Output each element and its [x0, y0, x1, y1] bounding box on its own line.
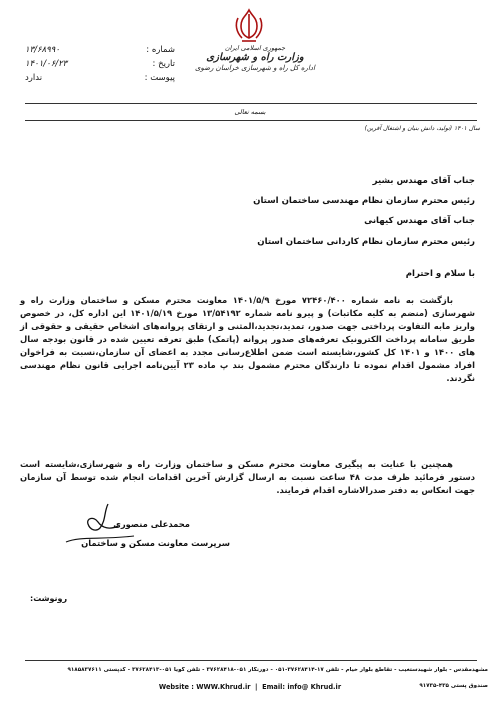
footer-website: Website : WWW.Khrud.ir: [158, 683, 251, 691]
letter-attachment-label: پیوست :: [144, 73, 175, 83]
footer-email: Email: info@ Khrud.ir: [262, 683, 342, 691]
header-divider: [25, 103, 477, 104]
letter-number: ۱۳/۶۸۹۹۰: [25, 45, 60, 55]
iran-emblem-icon: [232, 8, 266, 44]
greeting: با سلام و احترام: [405, 269, 475, 279]
footer-separator: |: [252, 683, 263, 691]
footer-divider: [25, 660, 477, 661]
bismillah: بسمه تعالی: [234, 108, 266, 116]
letter-date: ۱۴۰۱/۰۶/۲۳: [25, 59, 68, 69]
letter-number-label: شماره :: [146, 45, 175, 55]
meta-date-row: [25, 59, 175, 73]
addressee-3: جناب آقای مهندس کیهانی: [364, 216, 475, 226]
signatory-title: سرپرست معاونت مسکن و ساختمان: [81, 538, 230, 548]
paragraph-1: بازگشت به نامه شماره ۷۲۴۶۰/۴۰۰ مورخ ۱۴۰۱/۵/۹ معاونت محترم مسکن و ساختمان وزارت راه و شهرسازی (منضم به کلیه مکاتبات) و پیرو نامه شماره ۱۳/۵۴۱۹۲ مورخ ۱۴۰۱/۵/۱۹ این اداره کل، در خصوص واریز مابه التفاوت پرداختی جهت صدور، تمدید،تجدید،المثنی و ارتقای پروانه‌های اشخاص حقیقی و حقوقی از طریق سامانه پرداخت الکترونیک تعرفه‌های صدور پروانه (پاتمک) طبق تعرفه تعیین شده در قانون بودجه سال های ۱۴۰۰ و ۱۴۰۱ کل کشور،شایسته است ضمن اطلاع‌رسانی مجدد به اعضای آن سازمان،نسبت به فراخوان افراد مشمول اقدام نموده تا دارندگان محترم مشمول بند پ ماده ۲۳ آیین‌نامه اجرایی قانون نظام مهندسی نگردند.: [20, 295, 476, 383]
copies-label: رونوشت:: [30, 594, 68, 603]
meta-number-row: [25, 45, 175, 59]
addressee-1: جناب آقای مهندس بشیر: [372, 176, 475, 186]
signatory-name: محمدعلی منصوری: [113, 519, 190, 529]
letter-meta: [25, 45, 175, 87]
paragraph-2: همچنین با عنایت به پیگیری معاونت محترم مسکن و ساختمان وزارت راه و شهرسازی،شایسته است دستور فرمائید ظرف مدت ۴۸ ساعت نسبت به ارسال گزارش آخرین اقدامات انجام شده توسط آن سازمان جهت انعکاس به دفتر صدرالاشاره اقدام فرمایند.: [20, 459, 475, 495]
meta-attachment-row: [25, 73, 175, 87]
organization-header: [190, 44, 320, 73]
footer-postal-box: صندوق پستی ۴۳۵-۹۱۷۳۵: [419, 683, 488, 689]
addressee-2: رئیس محترم سازمان نظام مهندسی ساختمان استان: [253, 196, 475, 206]
header-divider-2: [25, 120, 477, 121]
org-country: جمهوری اسلامی ایران: [224, 44, 286, 52]
footer-address: مشهدمقدس - بلوار شهیدستغیب - تقاطع بلوار خیام - تلفن ۱۷-۳۷۶۲۸۴۱۴-۰۵۱ - دورنگار ۰۵۱-۳۷۶۲۸۴۱۸ - تلفن گویا ۰۵۱-۳۷۶۲۸۴۱۳ - کدپستی ۹۱۸۵۸۳۷۶۱۱: [67, 667, 488, 673]
addressee-4: رئیس محترم سازمان نظام کاردانی ساختمان استان: [257, 237, 475, 247]
org-department: اداره کل راه و شهرسازی خراسان رضوی: [195, 64, 315, 72]
letter-attachment: ندارد: [25, 73, 43, 83]
letter-date-label: تاریخ :: [152, 59, 175, 69]
org-ministry: وزارت راه و شهرسازی: [206, 52, 304, 63]
year-slogan: سال ۱۴۰۱ (تولید، دانش بنیان و اشتغال آفرین): [364, 125, 480, 132]
footer-contact: [12, 683, 488, 691]
